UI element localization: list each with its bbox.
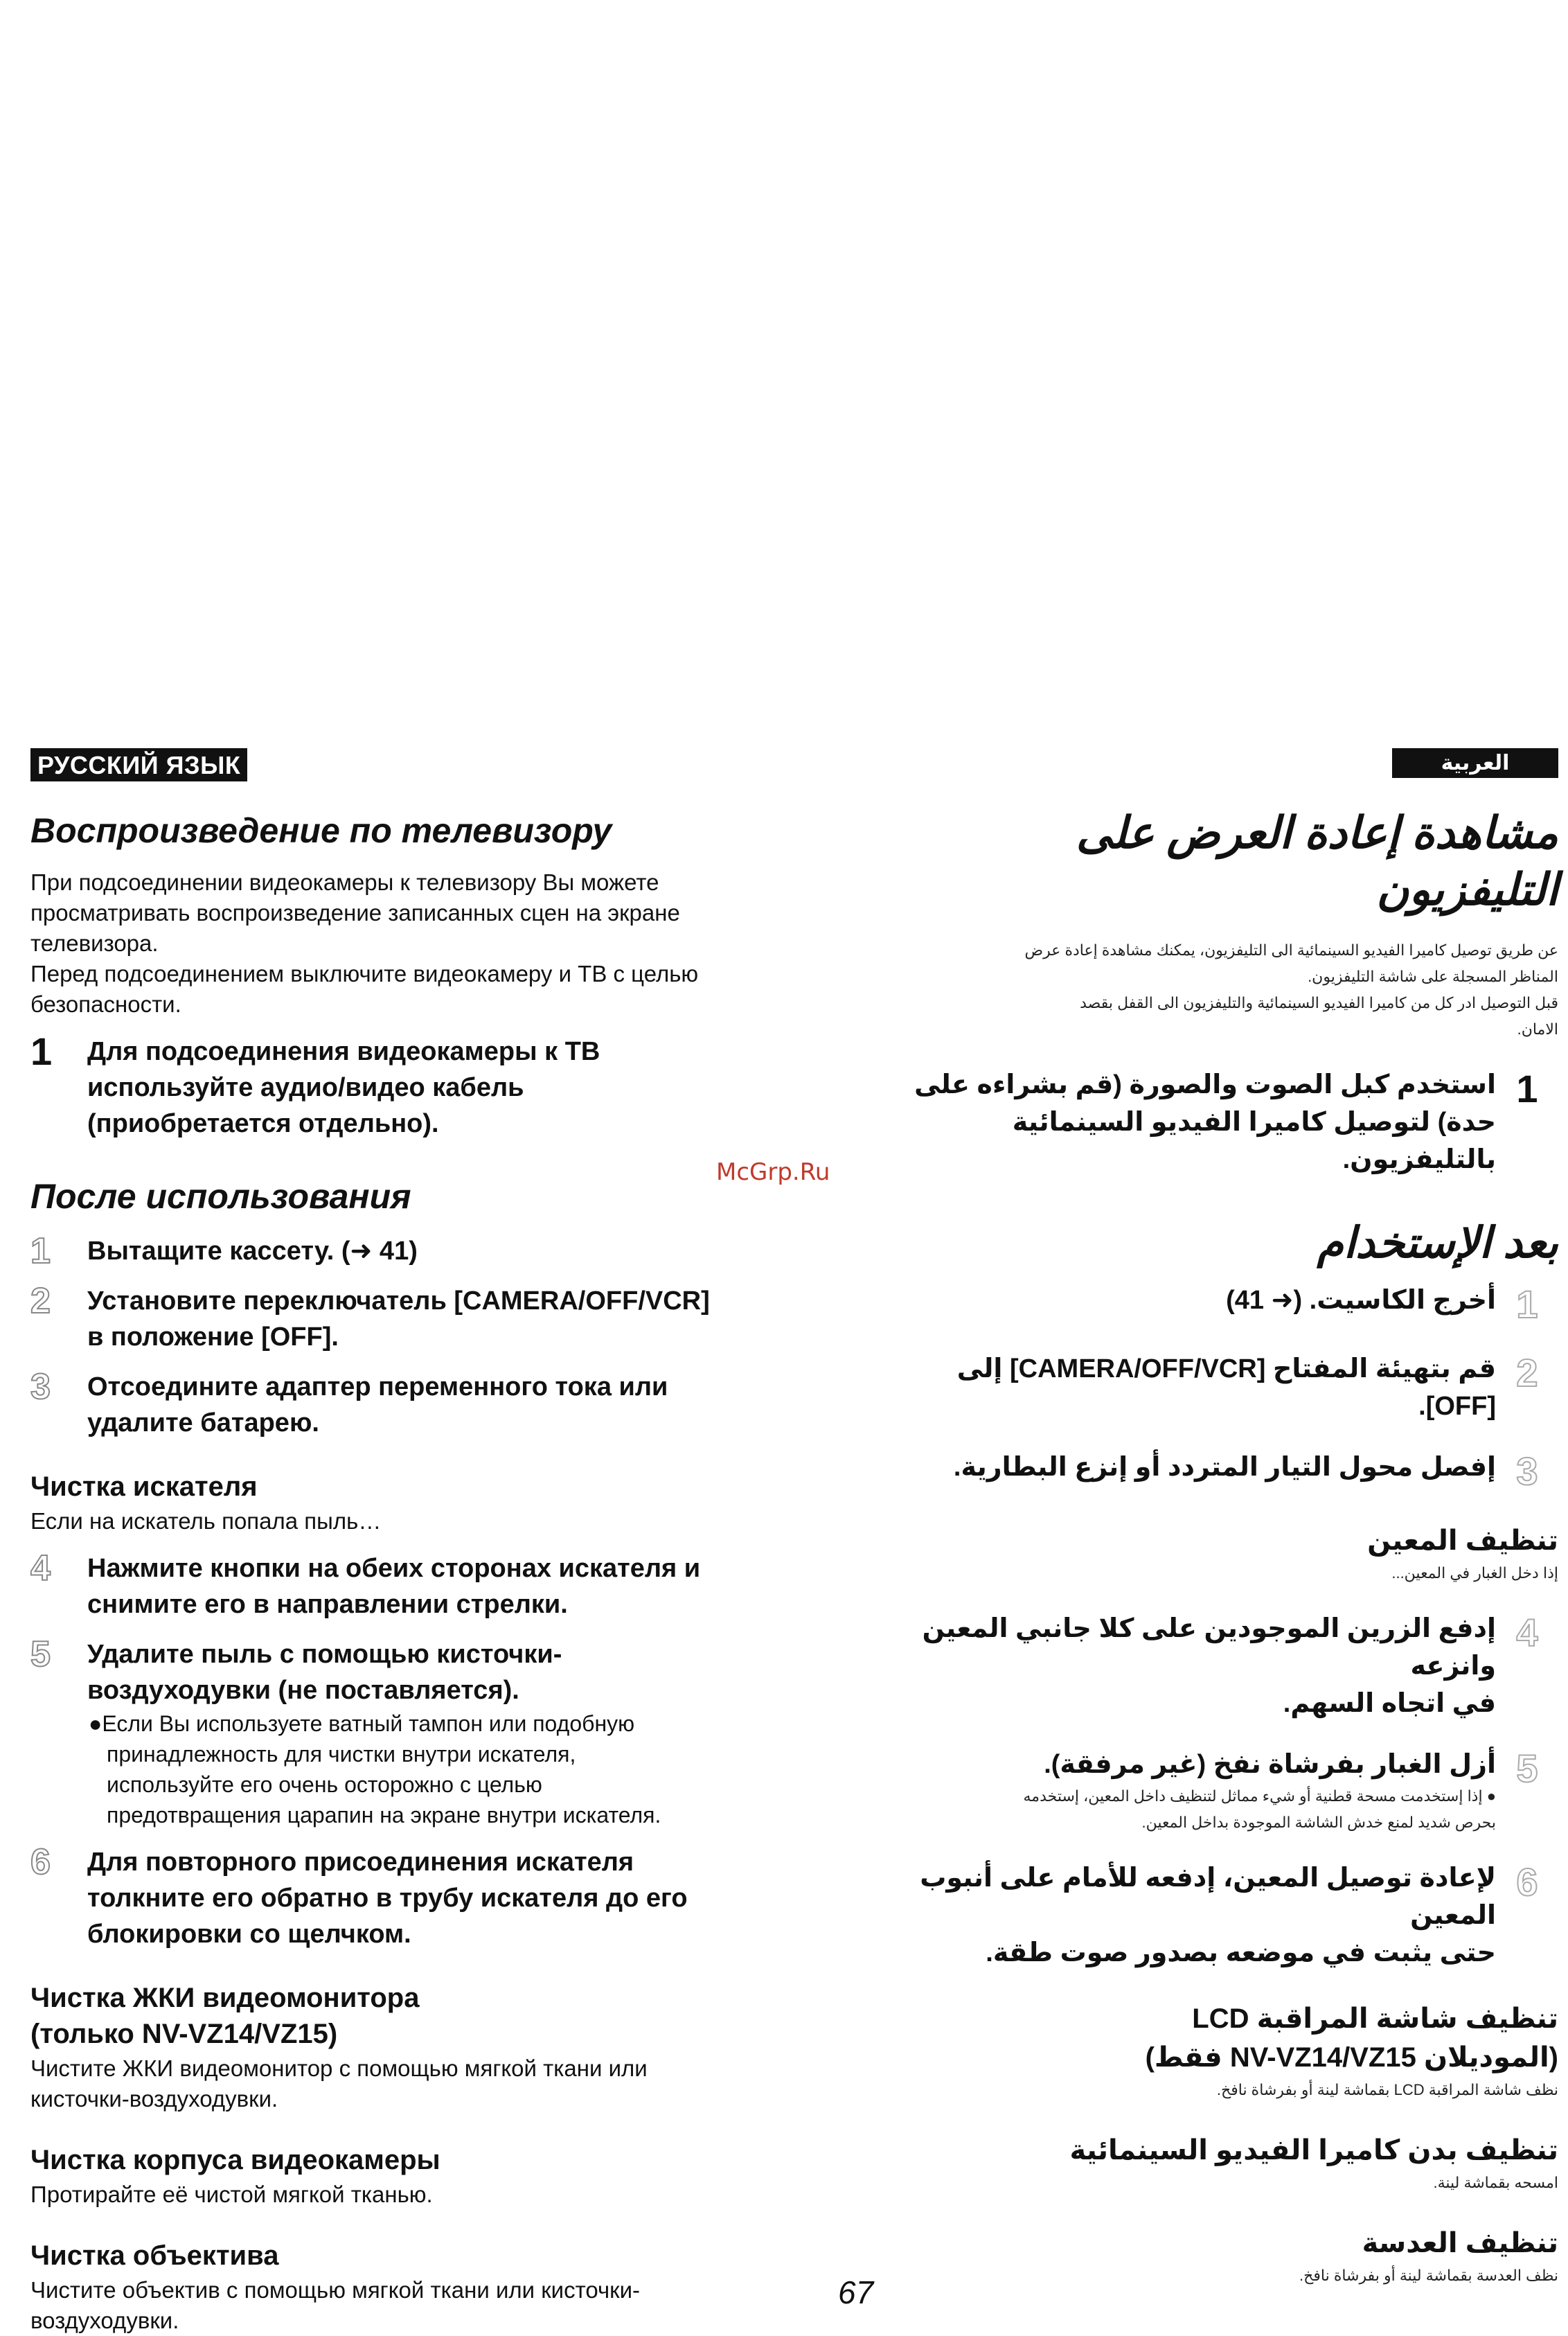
step-line: بالتليفزيون. [1342,1145,1496,1174]
bullet-line: بحرص شديد لمنع خدش الشاشة الموجودة بداخل المعين. [1141,1814,1496,1831]
intro-line: телевизора. [30,930,159,956]
viewfinder-step-6-ar [900,1859,1558,1972]
lcd-title-line: Чистка ЖКИ видеомонитора [30,1983,420,2013]
step-line: إدفع الزرين الموجودين على كلا جانبي المعين وانزعه [922,1614,1496,1681]
step-number: 1 [1516,1282,1538,1326]
step-text [87,1844,688,1952]
intro-line: عن طريق توصيل كاميرا الفيديو السينمائية الى التليفزيون، يمكنك مشاهدة إعادة عرض [1024,941,1558,959]
body-title-ru: Чистка корпуса видеокамеры [30,2145,440,2175]
viewfinder-step-5 [30,1636,827,1830]
bullet-line: ● إذا إستخدمت مسحة قطنية أو شيء مماثل لتنظيف داخل المعين، إستخدمه [1023,1787,1496,1805]
step-text [957,1350,1496,1425]
lcd-text-ar: نظف شاشة المراقبة LCD بقماشة لينة أو بفرشاة نافخ. [1216,2081,1558,2098]
intro-line: Перед подсоединением выключите видеокамеру и ТВ с целью [30,961,699,986]
step-line: воздуходувки (не поставляется). [87,1676,519,1705]
step-text [900,1859,1496,1972]
step-number: 5 [1516,1746,1538,1790]
russian-column [30,748,827,2336]
step-line: أزل الغبار بفرشاة نفخ (غير مرفقة). [1044,1750,1496,1779]
page-number: 67 [838,2274,874,2310]
lens-text: воздуходувки. [30,2308,179,2333]
intro-line: قبل التوصيل ادر كل من كاميرا الفيديو السينمائية والتليفزيون الى القفل بقصد [1080,994,1558,1011]
step-line: удалите батарею. [87,1408,319,1437]
step-line: في اتجاه السهم. [1283,1689,1496,1718]
lcd-title-line: تنظيف شاشة المراقبة LCD [1192,2003,1558,2034]
step-text [954,1449,1496,1486]
lcd-title-line: (только NV-VZ14/VZ15) [30,2019,338,2049]
intro-line: безопасности. [30,991,181,1017]
step-line: [OFF]. [1418,1392,1496,1421]
step-text [87,1636,661,1830]
step-line: Удалите пыль с помощью кисточки- [87,1640,562,1669]
lcd-title-ar [900,1999,1558,2077]
title-line: التليفزيون [1376,865,1558,914]
viewfinder-step-4-ar [900,1610,1558,1722]
lens-title-ru: Чистка объектива [30,2240,279,2271]
step-number: 1 [30,1029,53,1073]
bullet-line: принадлежность для чистки внутри искателя, [107,1742,576,1767]
step-text [914,1066,1496,1178]
step-line: в положение [OFF]. [87,1322,339,1352]
bullet-line: используйте его очень осторожно с целью [107,1772,542,1797]
viewfinder-title-ru: Чистка искателя [30,1471,258,1502]
step-number: 2 [30,1281,51,1321]
body-text: Протирайте её чистой мягкой тканью. [30,2182,433,2207]
step-text [1023,1746,1496,1836]
step-line: Вытащите кассету. (➜ 41) [87,1237,418,1266]
step-text [87,1283,710,1355]
title-line: مشاهدة إعادة العرض على [1076,808,1558,858]
after-step-3 [30,1369,827,1441]
arabic-column [900,748,1558,2289]
intro-line: просматривать воспроизведение записанных сцен на экране [30,900,680,926]
step-line: толкните его обратно в трубу искателя до его [87,1884,688,1913]
step-line: أخرج الكاسيت. (➜ 41) [1226,1286,1496,1315]
step-1-ar [900,1066,1558,1178]
bullet-note [87,1708,661,1830]
lang-label-ru: РУССКИЙ ЯЗЫК [30,748,247,781]
step-line: (приобретается отдельно). [87,1109,439,1138]
step-line: блокировки со щелчком. [87,1920,411,1949]
step-text [87,1233,418,1269]
step-number: 6 [30,1842,51,1882]
step-line: لإعادة توصيل المعين، إدفعه للأمام على أنبوب المعين [920,1864,1496,1930]
bullet-line: предотвращения царапин на экране внутри искателя. [107,1803,661,1828]
step-text [87,1550,700,1622]
step-line: حدة) لتوصيل كاميرا الفيديو السينمائية [1012,1108,1496,1137]
intro-line: الامان. [1517,1020,1558,1038]
viewfinder-step-4 [30,1550,827,1622]
lcd-text: Чистите ЖКИ видеомонитор с помощью мягкой ткани или [30,2055,648,2081]
step-line: استخدم كبل الصوت والصورة (قم بشراءه على [914,1070,1496,1099]
lcd-text: кисточки-воздуходувки. [30,2086,278,2112]
step-number: 3 [30,1367,51,1407]
viewfinder-step-5-ar [900,1746,1558,1836]
title-ru: Воспроизведение по телевизору [30,811,612,850]
step-text [1226,1282,1496,1319]
step-number: 5 [30,1634,51,1674]
step-text [87,1034,600,1142]
viewfinder-note: Если на искатель попала пыль… [30,1508,382,1534]
step-number: 4 [30,1548,51,1589]
bullet-line: ●Если Вы используете ватный тампон или подобную [89,1711,635,1736]
after-step-1-ar [900,1282,1558,1327]
step-number: 1 [30,1231,51,1271]
lang-label-ar: العربية [1392,748,1558,778]
body-text-ar: امسحه بقماشة لينة. [1433,2174,1558,2191]
after-step-3-ar [900,1449,1558,1494]
after-use-title-ru: После использования [30,1177,411,1216]
step-line: Нажмите кнопки на обеих сторонах искателя и [87,1554,701,1583]
body-title-ar: تنظيف بدن كاميرا الفيديو السينمائية [1069,2135,1558,2166]
lcd-title-line: (الموديلان NV-VZ14/VZ15 فقط) [1145,2042,1558,2073]
after-step-2 [30,1283,827,1355]
step-line: снимите его в направлении стрелки. [87,1590,568,1619]
step-number: 3 [1516,1449,1538,1493]
watermark: McGrp.Ru [716,1158,830,1186]
step-line: Установите переключатель [CAMERA/OFF/VCR] [87,1286,710,1316]
after-step-2-ar [900,1350,1558,1425]
step-line: Отсоедините адаптер переменного тока или [87,1372,668,1401]
step-line: إفصل محول التيار المتردد أو إنزع البطارية. [953,1453,1496,1482]
step-text [87,1369,668,1441]
intro-line: При подсоединении видеокамеры к телевизору Вы можете [30,869,659,895]
step-line: используйте аудио/видео кабель [87,1073,524,1102]
lens-text: Чистите объектив с помощью мягкой ткани или кисточки- [30,2277,641,2303]
viewfinder-step-6 [30,1844,827,1952]
step-line: Для подсоединения видеокамеры к ТВ [87,1037,600,1066]
step-line: قم بتهيئة المفتاح [CAMERA/OFF/VCR] إلى [956,1354,1496,1383]
step-line: Для повторного присоединения искателя [87,1848,634,1877]
lcd-title-ru [30,1980,827,2052]
viewfinder-title-ar: تنظيف المعين [1367,1525,1558,1556]
step-number: 2 [1516,1351,1538,1395]
step-number: 6 [1516,1860,1538,1904]
intro-line: المناظر المسجلة على شاشة التليفزيون. [1308,968,1558,985]
after-step-1 [30,1233,827,1269]
viewfinder-note-ar: إذا دخل الغبار في المعين... [1391,1564,1558,1582]
title-ar [900,804,1558,918]
step-number: 4 [1516,1611,1538,1654]
step-text [900,1610,1496,1722]
step-line: حتى يثبت في موضعه بصدور صوت طقة. [986,1938,1496,1967]
step-number: 1 [1516,1067,1538,1111]
lens-text-ar: نظف العدسة بقماشة لينة أو بفرشاة نافخ. [1299,2267,1558,2284]
after-use-title-ar: بعد الإستخدام [1317,1219,1558,1267]
step-1 [30,1029,827,1142]
lens-title-ar: تنظيف العدسة [1362,2228,1558,2258]
